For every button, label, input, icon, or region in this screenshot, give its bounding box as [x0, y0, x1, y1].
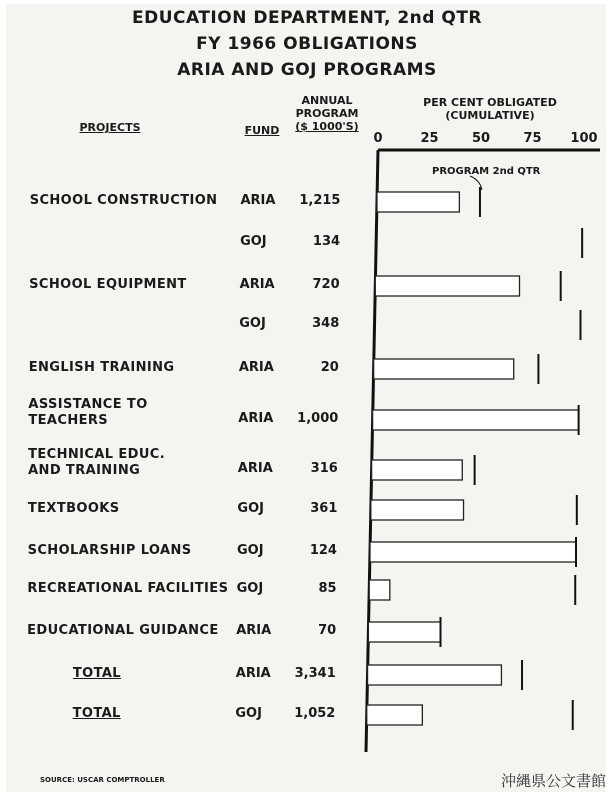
x-tick-label-50: 50 [471, 131, 491, 146]
program-amount-1: 134 [312, 234, 341, 249]
projects-header: PROJECTS [79, 121, 141, 134]
project-label-7 [28, 501, 120, 517]
project-label-11 [73, 666, 121, 682]
program-amount-8: 124 [309, 543, 337, 558]
program-amount-9: 85 [318, 581, 337, 596]
project-label-2 [29, 277, 187, 293]
project-label-line: SCHOLARSHIP LOANS [27, 543, 192, 558]
project-label-9 [27, 581, 228, 597]
project-label-line: TOTAL [72, 706, 121, 721]
project-label-line: EDUCATIONAL GUIDANCE [27, 623, 219, 638]
program-annotation: PROGRAM 2nd QTR [432, 166, 541, 177]
x-tick-label-0: 0 [373, 131, 383, 146]
x-tick-label-25: 25 [420, 131, 439, 146]
fund-label-11: ARIA [235, 666, 271, 681]
archive-stamp: 沖縄県公文書館 [500, 772, 606, 790]
obligated-bar-6 [372, 460, 463, 480]
project-label-0 [30, 193, 218, 209]
obligated-bar-12 [367, 705, 423, 725]
fund-label-5: ARIA [238, 411, 274, 426]
project-label-6 [28, 447, 165, 479]
percent-header: PER CENT OBLIGATED (CUMULATIVE) [423, 96, 557, 122]
program-amount-5: 1,000 [297, 411, 339, 426]
program-amount-2: 720 [312, 277, 340, 292]
fund-label-1: GOJ [240, 234, 267, 249]
program-amount-12: 1,052 [294, 706, 336, 721]
project-label-line: AND TRAINING [28, 463, 141, 478]
project-label-8 [28, 543, 192, 559]
project-label-line: TOTAL [72, 666, 121, 681]
fund-label-2: ARIA [239, 277, 275, 292]
obligated-bar-5 [373, 410, 579, 430]
annual-header-line-1: ANNUAL [301, 94, 353, 107]
source-note: SOURCE: USCAR COMPTROLLER [40, 776, 165, 784]
project-label-4 [29, 360, 175, 376]
annual-header-line-3: ($ 1000'S) [295, 120, 359, 133]
fund-label-12: GOJ [235, 706, 262, 721]
project-label-line: TEXTBOOKS [27, 501, 120, 516]
program-amount-6: 316 [310, 461, 338, 476]
project-label-line: RECREATIONAL FACILITIES [27, 581, 229, 596]
fund-label-8: GOJ [236, 543, 264, 558]
project-label-line: ASSISTANCE TO [28, 397, 148, 412]
project-label-10 [27, 623, 219, 639]
chart-title-line-1: EDUCATION DEPARTMENT, 2nd QTR [131, 8, 483, 28]
fund-label-3: GOJ [239, 316, 266, 331]
project-label-line: TECHNICAL EDUC. [28, 447, 166, 462]
program-amount-11: 3,341 [294, 666, 336, 681]
project-label-line: SCHOOL CONSTRUCTION [29, 193, 218, 208]
program-amount-3: 348 [312, 316, 340, 331]
obligated-bar-2 [375, 276, 519, 296]
y-axis-line [366, 150, 378, 752]
program-amount-4: 20 [320, 360, 339, 375]
project-label-12 [73, 706, 121, 722]
obligated-bar-10 [368, 622, 440, 642]
obligated-bar-8 [370, 542, 576, 562]
obligated-bar-0 [377, 192, 459, 212]
fund-label-4: ARIA [238, 360, 274, 375]
fund-label-9: GOJ [236, 581, 264, 596]
obligated-bar-4 [374, 359, 514, 379]
program-amount-0: 1,215 [299, 193, 341, 208]
x-tick-label-100: 100 [570, 131, 598, 146]
project-label-line: ENGLISH TRAINING [28, 360, 175, 375]
project-label-line: SCHOOL EQUIPMENT [29, 277, 187, 292]
chart-title-line-3: ARIA AND GOJ PROGRAMS [177, 60, 437, 80]
obligated-bar-9 [369, 580, 390, 600]
obligated-bar-7 [371, 500, 464, 520]
x-tick-label-75: 75 [523, 131, 542, 146]
project-label-5 [28, 397, 147, 429]
fund-label-10: ARIA [236, 623, 272, 638]
program-amount-10: 70 [318, 623, 337, 638]
project-label-line: TEACHERS [28, 413, 109, 428]
fund-label-6: ARIA [237, 461, 273, 476]
fund-label-0: ARIA [240, 193, 276, 208]
program-amount-7: 361 [310, 501, 338, 516]
chart-title-line-2: FY 1966 OBLIGATIONS [196, 34, 418, 54]
fund-header: FUND [244, 124, 280, 137]
fund-label-7: GOJ [237, 501, 264, 516]
annual-header-line-2: PROGRAM [295, 107, 359, 120]
obligated-bar-11 [368, 665, 502, 685]
